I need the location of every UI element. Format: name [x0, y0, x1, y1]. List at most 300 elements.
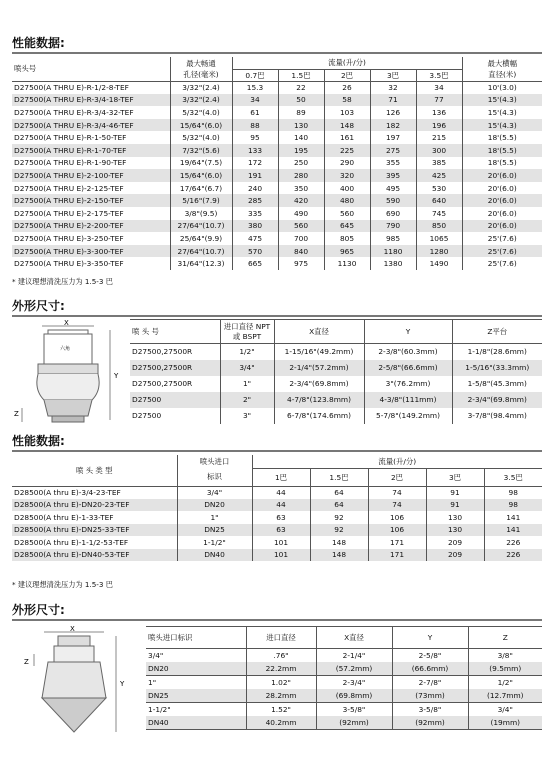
col-header-nozzle: 喷 头 号 — [132, 327, 159, 336]
table-cell: 285 — [232, 194, 278, 207]
table-cell: 15'(4.3) — [462, 119, 542, 132]
col-header-pressure: 3巴 — [370, 69, 416, 81]
table-cell: 4-3/8"(111mm) — [364, 392, 452, 408]
table-cell: 98 — [484, 486, 542, 499]
table-cell: 10'(3.0) — [462, 81, 542, 94]
table-cell: 225 — [324, 144, 370, 157]
table-cell: 20'(6.0) — [462, 220, 542, 233]
table-cell: 15.3 — [232, 81, 278, 94]
table-cell: DN40 — [177, 549, 252, 562]
table-row — [12, 169, 542, 182]
table-cell: 975 — [278, 257, 324, 270]
table-cell: 395 — [370, 169, 416, 182]
table-cell: 25/64"(9.9) — [170, 232, 232, 245]
table-cell: 2-1/4"(57.2mm) — [274, 360, 364, 376]
table-row — [12, 257, 542, 270]
table-cell: 2-3/4"(69.8mm) — [452, 392, 542, 408]
table-cell: 490 — [278, 207, 324, 220]
table-row — [12, 157, 542, 170]
inlet-diameter-cell: 1.02" — [246, 676, 316, 690]
table-cell: 665 — [232, 257, 278, 270]
table-cell: 560 — [278, 220, 324, 233]
table-cell: 91 — [426, 486, 484, 499]
z-cell: (12.7mm) — [468, 689, 542, 703]
col-header-x: X直径 — [316, 627, 392, 649]
table-cell: 191 — [232, 169, 278, 182]
table-cell: 64 — [310, 499, 368, 512]
nozzle-model-cell: D27500(A THRU E)-R-1-50-TEF — [14, 133, 127, 143]
table-cell: 171 — [368, 549, 426, 562]
table-cell: 1-1/2" — [177, 536, 252, 549]
table-cell: 50 — [278, 94, 324, 107]
footnote: * 建议理想清洗压力为 1.5-3 巴 — [12, 580, 113, 589]
nozzle-model-cell: D27500(A THRU E)-3-300-TEF — [14, 246, 124, 256]
table-row — [146, 716, 542, 730]
table-cell: 320 — [324, 169, 370, 182]
table-cell: 106 — [368, 524, 426, 537]
table-cell: 172 — [232, 157, 278, 170]
inlet-diameter-cell: 40.2mm — [246, 716, 316, 730]
table-row — [146, 676, 542, 690]
x-diameter-cell: (57.2mm) — [316, 662, 392, 676]
col-header-max-pass-1: 最大畅通 — [170, 57, 232, 69]
table-cell: 745 — [416, 207, 462, 220]
table-row — [12, 131, 542, 144]
table-cell: 126 — [370, 106, 416, 119]
table-cell: 148 — [310, 549, 368, 562]
table-cell: 15'(4.3) — [462, 106, 542, 119]
nozzle-type-cell: D28500(A thru E)-DN20-23-TEF — [14, 500, 130, 510]
inlet-mark-cell: DN25 — [148, 691, 169, 700]
col-header-z: Z — [468, 627, 542, 649]
table-cell: 590 — [370, 194, 416, 207]
col-header-pressure: 3.5巴 — [416, 69, 462, 81]
table-row — [130, 360, 542, 376]
col-header-nozzle: 喷头号 — [14, 64, 37, 74]
table-cell: 44 — [252, 486, 310, 499]
table-cell: 3"(76.2mm) — [364, 376, 452, 392]
col-header-inlet-diameter: 进口直径 — [246, 627, 316, 649]
table-cell: 1/2" — [220, 344, 274, 360]
table-cell: 20'(6.0) — [462, 182, 542, 195]
table-cell: DN20 — [177, 499, 252, 512]
table-cell: 130 — [426, 511, 484, 524]
table-cell: 475 — [232, 232, 278, 245]
table-cell: 3/32"(2.4) — [170, 81, 232, 94]
y-cell: 2-5/8" — [392, 649, 468, 663]
table-cell: DN25 — [177, 524, 252, 537]
table-cell: 495 — [370, 182, 416, 195]
table-cell: 300 — [416, 144, 462, 157]
table-cell: 3/4" — [177, 486, 252, 499]
col-header-y: Y — [364, 320, 452, 344]
table-row — [146, 689, 542, 703]
table-row — [12, 81, 542, 94]
inlet-mark-cell: DN20 — [148, 664, 169, 673]
col-header-inlet: 进口直径 NPT或 BSPT — [220, 320, 274, 344]
nozzle-diagram-d27500 — [14, 320, 126, 430]
table-cell: 20'(6.0) — [462, 207, 542, 220]
table-cell: 250 — [278, 157, 324, 170]
table-cell: 3/4" — [220, 360, 274, 376]
table-cell: 985 — [370, 232, 416, 245]
table-cell: 74 — [368, 499, 426, 512]
nozzle-model-cell: D27500 — [132, 411, 162, 420]
table-cell: 27/64"(10.7) — [170, 220, 232, 233]
table-cell: 63 — [252, 524, 310, 537]
footnote: * 建议理想清洗压力为 1.5-3 巴 — [12, 277, 113, 286]
table-cell: 20'(6.0) — [462, 194, 542, 207]
table-cell: 103 — [324, 106, 370, 119]
table-cell: 88 — [232, 119, 278, 132]
table-row — [12, 220, 542, 233]
table-cell: 385 — [416, 157, 462, 170]
table-cell: 5/32"(4.0) — [170, 106, 232, 119]
table-cell: 400 — [324, 182, 370, 195]
col-header-inlet-2: 标识 — [177, 468, 252, 486]
table-cell: 20'(6.0) — [462, 169, 542, 182]
table-cell: 140 — [278, 131, 324, 144]
table-cell: 25'(7.6) — [462, 245, 542, 258]
col-header-pressure: 2巴 — [368, 468, 426, 486]
table-row — [12, 207, 542, 220]
table-row — [146, 662, 542, 676]
col-header-max-pass-2: 孔径(毫米) — [170, 69, 232, 81]
nozzle-type-cell: D28500(A thru E)-DN25-33-TEF — [14, 525, 130, 535]
table-cell: 690 — [370, 207, 416, 220]
col-header-pressure: 1.5巴 — [310, 468, 368, 486]
nozzle-type-cell: D28500(A thru E)-1-1/2-53-TEF — [14, 537, 129, 547]
table-cell: 95 — [232, 131, 278, 144]
table-row — [146, 649, 542, 663]
table-cell: 91 — [426, 499, 484, 512]
nozzle-model-cell: D27500(A THRU E)-R-1/2-8-TEF — [14, 83, 129, 93]
table-cell: 6-7/8"(174.6mm) — [274, 408, 364, 424]
inlet-diameter-cell: 1.52" — [246, 703, 316, 717]
nozzle-model-cell: D27500(A THRU E)-3-250-TEF — [14, 233, 124, 243]
table-cell: 31/64"(12.3) — [170, 257, 232, 270]
table-cell: 44 — [252, 499, 310, 512]
y-cell: (66.6mm) — [392, 662, 468, 676]
table-cell: 380 — [232, 220, 278, 233]
section-title-performance-2: 性能数据: — [12, 434, 65, 448]
table-cell: 5/32"(4.0) — [170, 131, 232, 144]
col-header-max-coverage-1: 最大横幅 — [462, 57, 542, 69]
nozzle-model-cell: D27500(A THRU E)-R-3/4-18-TEF — [14, 95, 134, 105]
table-cell: 3/8"(9.5) — [170, 207, 232, 220]
table-cell: 215 — [416, 131, 462, 144]
table-cell: 240 — [232, 182, 278, 195]
z-cell: 3/4" — [468, 703, 542, 717]
nozzle-model-cell: D27500 — [132, 395, 162, 404]
table-row — [12, 486, 542, 499]
table-row — [12, 194, 542, 207]
y-cell: (92mm) — [392, 716, 468, 730]
x-diameter-cell: 3-5/8" — [316, 703, 392, 717]
table-cell: 15/64"(6.0) — [170, 169, 232, 182]
diagram-label-y: Y — [120, 680, 125, 688]
table-cell: 226 — [484, 536, 542, 549]
table-row — [12, 245, 542, 258]
x-diameter-cell: 2-3/4" — [316, 676, 392, 690]
x-diameter-cell: (69.8mm) — [316, 689, 392, 703]
performance-table-d28500 — [12, 455, 542, 561]
nozzle-type-cell: D28500(A thru E)-1-33-TEF — [14, 512, 114, 522]
table-cell: 1" — [220, 376, 274, 392]
col-header-flow: 流量(升/分) — [232, 57, 462, 69]
table-row — [12, 511, 542, 524]
table-cell: 4-7/8"(123.8mm) — [274, 392, 364, 408]
table-cell: 5/16"(7.9) — [170, 194, 232, 207]
table-cell: 63 — [252, 511, 310, 524]
table-row — [12, 119, 542, 132]
performance-table-d27500 — [12, 57, 542, 270]
table-cell: 74 — [368, 486, 426, 499]
table-cell: 560 — [324, 207, 370, 220]
table-cell: 290 — [324, 157, 370, 170]
col-header-pressure: 3.5巴 — [484, 468, 542, 486]
col-header-x: X直径 — [274, 320, 364, 344]
col-header-y: Y — [392, 627, 468, 649]
table-cell: 89 — [278, 106, 324, 119]
table-cell: 790 — [370, 220, 416, 233]
table-cell: 355 — [370, 157, 416, 170]
section-rule — [12, 52, 542, 54]
nozzle-model-cell: D27500,27500R — [132, 347, 193, 357]
table-cell: 15/64"(6.0) — [170, 119, 232, 132]
section-title-performance-1: 性能数据: — [12, 36, 65, 50]
table-cell: 965 — [324, 245, 370, 258]
table-cell: 335 — [232, 207, 278, 220]
diagram-label-x: X — [70, 626, 75, 633]
table-cell: 209 — [426, 536, 484, 549]
nozzle-type-cell: D28500(A thru E)-DN40-53-TEF — [14, 550, 130, 560]
nozzle-model-cell: D27500,27500R — [132, 379, 193, 388]
table-row — [12, 182, 542, 195]
table-cell: 101 — [252, 549, 310, 562]
table-cell: 92 — [310, 511, 368, 524]
nozzle-diagram-d28500 — [14, 626, 134, 740]
table-cell: 161 — [324, 131, 370, 144]
col-header-pressure: 2巴 — [324, 69, 370, 81]
table-row — [130, 392, 542, 408]
nozzle-model-cell: D27500(A THRU E)-2-125-TEF — [14, 183, 124, 193]
table-cell: 2-3/4"(69.8mm) — [274, 376, 364, 392]
table-cell: 133 — [232, 144, 278, 157]
table-cell: 34 — [232, 94, 278, 107]
table-cell: 141 — [484, 511, 542, 524]
col-header-inlet-1: 喷头进口 — [177, 455, 252, 468]
table-cell: 645 — [324, 220, 370, 233]
table-row — [146, 703, 542, 717]
table-cell: 34 — [416, 81, 462, 94]
table-cell: 1130 — [324, 257, 370, 270]
table-cell: 61 — [232, 106, 278, 119]
table-row — [12, 94, 542, 107]
table-cell: 130 — [426, 524, 484, 537]
table-cell: 420 — [278, 194, 324, 207]
table-cell: 850 — [416, 220, 462, 233]
table-cell: 640 — [416, 194, 462, 207]
nozzle-model-cell: D27500(A THRU E)-R-1-90-TEF — [14, 158, 127, 168]
table-cell: 2-5/8"(66.6mm) — [364, 360, 452, 376]
diagram-label-z: Z — [14, 410, 19, 418]
table-cell: 195 — [278, 144, 324, 157]
diagram-label-x: X — [64, 320, 69, 327]
table-cell: 2-3/8"(60.3mm) — [364, 344, 452, 360]
inlet-mark-cell: 3/4" — [148, 651, 164, 660]
table-row — [12, 106, 542, 119]
table-cell: 1280 — [416, 245, 462, 258]
col-header-pressure: 1巴 — [252, 468, 310, 486]
table-cell: 26 — [324, 81, 370, 94]
table-row — [130, 344, 542, 360]
col-header-z: Z平台 — [452, 320, 542, 344]
nozzle-model-cell: D27500(A THRU E)-R-1-70-TEF — [14, 145, 127, 155]
x-diameter-cell: 2-1/4" — [316, 649, 392, 663]
table-cell: 1" — [177, 511, 252, 524]
z-cell: (9.5mm) — [468, 662, 542, 676]
table-cell: 171 — [368, 536, 426, 549]
table-row — [12, 549, 542, 562]
table-cell: 27/64"(10.7) — [170, 245, 232, 258]
table-cell: 182 — [370, 119, 416, 132]
inlet-mark-cell: DN40 — [148, 718, 169, 727]
table-row — [12, 536, 542, 549]
table-cell: 425 — [416, 169, 462, 182]
y-cell: 2-7/8" — [392, 676, 468, 690]
col-header-pressure: 3巴 — [426, 468, 484, 486]
table-cell: 141 — [484, 524, 542, 537]
table-cell: 136 — [416, 106, 462, 119]
table-cell: 25'(7.6) — [462, 257, 542, 270]
col-header-pressure: 1.5巴 — [278, 69, 324, 81]
nozzle-model-cell: D27500(A THRU E)-2-200-TEF — [14, 221, 124, 231]
table-cell: 3" — [220, 408, 274, 424]
table-cell: 32 — [370, 81, 416, 94]
y-cell: (73mm) — [392, 689, 468, 703]
col-header-pressure: 0.7巴 — [232, 69, 278, 81]
inlet-mark-cell: 1-1/2" — [148, 705, 171, 714]
table-cell: 18'(5.5) — [462, 131, 542, 144]
dimensions-table-d27500 — [130, 319, 542, 424]
diagram-label-hex: 六角 — [60, 346, 71, 352]
table-cell: 350 — [278, 182, 324, 195]
table-row — [130, 376, 542, 392]
table-cell: 1-5/16"(33.3mm) — [452, 360, 542, 376]
table-cell: 3-7/8"(98.4mm) — [452, 408, 542, 424]
table-cell: 570 — [232, 245, 278, 258]
table-row — [12, 524, 542, 537]
table-cell: 64 — [310, 486, 368, 499]
col-header-inlet-mark: 喷头进口标识 — [148, 633, 193, 642]
table-cell: 1-1/8"(28.6mm) — [452, 344, 542, 360]
table-cell: 3/32"(2.4) — [170, 94, 232, 107]
section-title-dimensions-1: 外形尺寸: — [12, 299, 65, 313]
z-cell: (19mm) — [468, 716, 542, 730]
table-cell: 19/64"(7.5) — [170, 157, 232, 170]
table-row — [12, 144, 542, 157]
section-rule — [12, 619, 542, 621]
table-cell: 92 — [310, 524, 368, 537]
table-row — [130, 408, 542, 424]
table-cell: 71 — [370, 94, 416, 107]
table-cell: 130 — [278, 119, 324, 132]
section-title-dimensions-2: 外形尺寸: — [12, 603, 65, 617]
table-cell: 22 — [278, 81, 324, 94]
nozzle-model-cell: D27500(A THRU E)-2-175-TEF — [14, 208, 124, 218]
table-cell: 805 — [324, 232, 370, 245]
table-cell: 98 — [484, 499, 542, 512]
inlet-diameter-cell: 28.2mm — [246, 689, 316, 703]
table-cell: 77 — [416, 94, 462, 107]
nozzle-model-cell: D27500(A THRU E)-3-350-TEF — [14, 259, 124, 269]
table-cell: 17/64"(6.7) — [170, 182, 232, 195]
table-cell: 2" — [220, 392, 274, 408]
table-cell: 275 — [370, 144, 416, 157]
z-cell: 3/8" — [468, 649, 542, 663]
table-cell: 840 — [278, 245, 324, 258]
x-diameter-cell: (92mm) — [316, 716, 392, 730]
table-cell: 209 — [426, 549, 484, 562]
section-rule — [12, 450, 542, 452]
col-header-flow: 流量(升/分) — [252, 455, 542, 468]
inlet-diameter-cell: .76" — [246, 649, 316, 663]
diagram-label-z: Z — [24, 658, 29, 666]
table-cell: 530 — [416, 182, 462, 195]
nozzle-model-cell: D27500(A THRU E)-R-3/4-46-TEF — [14, 120, 134, 130]
table-cell: 700 — [278, 232, 324, 245]
table-cell: 101 — [252, 536, 310, 549]
table-cell: 226 — [484, 549, 542, 562]
col-header-max-coverage-2: 直径(米) — [462, 69, 542, 81]
nozzle-model-cell: D27500(A THRU E)-2-150-TEF — [14, 196, 124, 206]
table-cell: 1-15/16"(49.2mm) — [274, 344, 364, 360]
table-cell: 148 — [310, 536, 368, 549]
z-cell: 1/2" — [468, 676, 542, 690]
table-cell: 480 — [324, 194, 370, 207]
table-cell: 1-5/8"(45.3mm) — [452, 376, 542, 392]
table-row — [12, 232, 542, 245]
table-cell: 1180 — [370, 245, 416, 258]
table-cell: 1065 — [416, 232, 462, 245]
nozzle-model-cell: D27500,27500R — [132, 363, 193, 372]
table-cell: 196 — [416, 119, 462, 132]
table-cell: 1380 — [370, 257, 416, 270]
inlet-mark-cell: 1" — [148, 678, 157, 687]
inlet-diameter-cell: 22.2mm — [246, 662, 316, 676]
table-cell: 18'(5.5) — [462, 144, 542, 157]
table-cell: 148 — [324, 119, 370, 132]
table-cell: 197 — [370, 131, 416, 144]
section-rule — [12, 315, 542, 317]
nozzle-type-cell: D28500(A thru E)-3/4-23-TEF — [14, 488, 121, 497]
y-cell: 3-5/8" — [392, 703, 468, 717]
col-header-type: 喷 头 类 型 — [75, 465, 113, 475]
dimensions-table-d28500 — [146, 626, 542, 730]
table-cell: 280 — [278, 169, 324, 182]
table-cell: 106 — [368, 511, 426, 524]
nozzle-model-cell: D27500(A THRU E)-R-3/4-32-TEF — [14, 107, 134, 117]
table-cell: 18'(5.5) — [462, 157, 542, 170]
table-cell: 58 — [324, 94, 370, 107]
diagram-label-y: Y — [114, 372, 119, 380]
table-cell: 5-7/8"(149.2mm) — [364, 408, 452, 424]
table-cell: 1490 — [416, 257, 462, 270]
table-cell: 25'(7.6) — [462, 232, 542, 245]
nozzle-model-cell: D27500(A THRU E)-2-100-TEF — [14, 170, 124, 180]
table-row — [12, 499, 542, 512]
